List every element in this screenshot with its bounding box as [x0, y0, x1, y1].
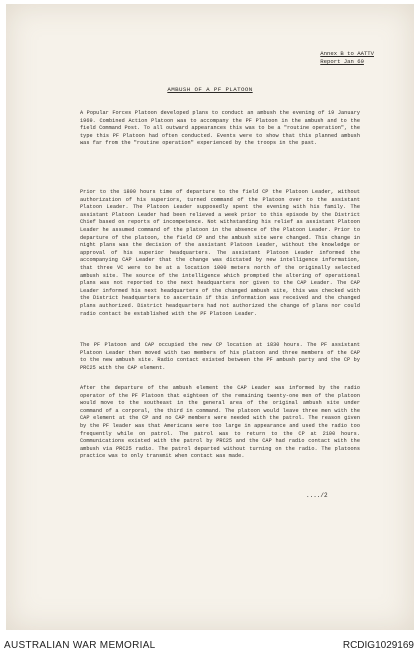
paragraph-3: The PF Platoon and CAP occupied the new CP location at 1830 hours. The PF assistant Platoon Leader then moved with two members of his platoon and three members of the CAP to the new ambush site. Radio contact existed between the PF ambush party and the CP by PRC25 with the CAP element. [80, 342, 360, 371]
annex-line-2: Report Jan 69 [320, 58, 364, 65]
paragraph-1: A Popular Forces Platoon developed plans to conduct an ambush the evening of 19 January 1969. Combined Action Platoon was to accompany the PF Platoon in the ambush and to the field Command Post. To all outward appearances this was to be a "routine operation", the type this PF Platoon had often conducted. Events were to show that this planned ambush was far from the "routine operation" experienced by the troops in the past. [80, 110, 360, 147]
footer-source: AUSTRALIAN WAR MEMORIAL [4, 640, 156, 651]
annex-reference [320, 50, 374, 66]
footer-catalogue-id: RCDIG1029169 [342, 640, 414, 651]
annex-line-1: Annex B to AATTV [320, 50, 374, 57]
archive-footer [0, 637, 420, 654]
paragraph-2: Prior to the 1800 hours time of departure to the field CP the Platoon Leader, without authorization of his superiors, turned command of the Platoon over to the assistant Platoon Leader. The Platoon Leader supposedly spent the evening with his family. The assistant Platoon Leader had been relieved a week prior to this episode by the District Chief based on reports of incompetence. Not withstanding his relief as assistant Platoon Leader he assumed command of the platoon in the absence of the Platoon Leader. Prior to departure of the platoon, the field CP and the ambush site were changed. This change in night plans was the decision of the assistant Platoon Leader, without the knowledge or approval of his superior headquarters. The assistant Platoon Leader informed the accompanying CAP Leader that the change was dictated by new intelligence information, that three VC were to be at a location 1000 meters north of the originally selected ambush site. The source of the intelligence which prompted the altering of operational plans was not reported to the next headquarters nor given to the CAP Leader. The CAP Leader informed his next headquarters of the changed ambush site, this was checked with the District headquarters to ascertain if this information was received and the changed plans authorized. District headquarters had not authorized the change of plans nor could radio contact be established with the PF Platoon Leader. [80, 189, 360, 317]
document-page [6, 4, 414, 630]
document-title: AMBUSH OF A PF PLATOON [167, 86, 253, 93]
paragraph-4: After the departure of the ambush element the CAP Leader was informed by the radio operator of the PF Platoon that eighteen of the remaining twenty-one men of the platoon would move to the southeast in the general area of the original ambush site under command of a corporal, the third in command. The platoon would leave three men with the CAP element at the CP and no CAP members were needed with the patrol. The reason given by the PF leader was that Americans were too large in appearance and used the radio too frequently while on patrol. The patrol was to return to the CP at 2100 hours. Communications existed with the patrol by PRC25 and the CAP had radio contact with the ambush via PRC25 radio. The patrol departed without turning on the radio. The platoons practice was to only transmit when contact was made. [80, 385, 360, 460]
page-continuation-marker: ..../2 [306, 492, 328, 499]
